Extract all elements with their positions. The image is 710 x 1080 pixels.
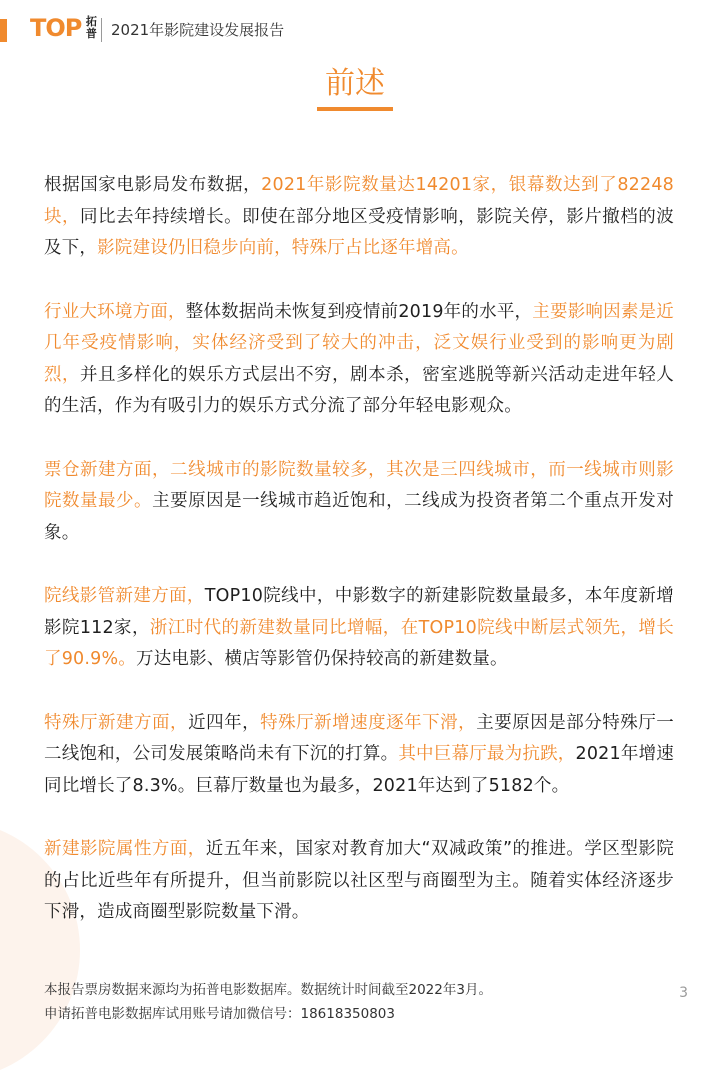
footer-line-contact: 申请拓普电影数据库试用账号请加微信号：18618350803 (44, 1006, 395, 1022)
highlighted-text: 浙江时代的新建数量同比增幅，在TOP10院线中断层式领先，增长了90.9%。 (44, 617, 674, 669)
paragraph-3 (44, 455, 674, 550)
highlighted-text: 特殊厅新建方面， (44, 712, 189, 733)
logo-text: TOP (30, 14, 82, 42)
paragraph-2 (44, 297, 674, 423)
body-text: 主要原因是一线城市趋近饱和，二线成为投资者第二个重点开发对象。 (44, 491, 674, 543)
highlighted-text: 票仓新建方面，二线城市的影院数量较多，其次是三四线城市，而一线城市则影院数量最少。 (44, 459, 674, 511)
title-underline (317, 107, 393, 111)
body-text: 主要原因是部分特殊厅一二线饱和，公司发展策略尚未有下沉的打算。 (44, 712, 674, 764)
report-body (44, 170, 674, 929)
footer-note (44, 978, 684, 1026)
body-text: 万达电影、横店等影管仍保持较高的新建数量。 (136, 649, 508, 669)
paragraph-4 (44, 581, 674, 676)
body-text: 2021年增速同比增长了8.3%。巨幕厅数量也为最多，2021年达到了5182个。 (44, 744, 675, 796)
highlighted-text: 其中巨幕厅最为抗跌， (398, 744, 576, 764)
body-text: 近五年来，国家对教育加大“双减政策”的推进。学区型影院的占比近些年有所提升，但当前影院以社区型与商圈型为主。随着实体经济逐步下滑，造成商圈型影院数量下滑。 (44, 839, 675, 922)
logo-cn-text: 拓普 (85, 15, 97, 40)
highlighted-text: 2021年影院数量达14201家，银幕数达到了82248块， (44, 175, 674, 227)
body-text: 整体数据尚未恢复到疫情前2019年的水平， (185, 301, 533, 322)
paragraph-1 (44, 170, 674, 265)
highlighted-text: 行业大环境方面， (44, 301, 186, 322)
body-text: 并且多样化的娱乐方式层出不穷，剧本杀，密室逃脱等新兴活动走进年轻人的生活，作为有吸引力的娱乐方式分流了部分年轻电影观众。 (44, 364, 674, 416)
paragraph-5 (44, 708, 674, 803)
highlighted-text: 特殊厅新增速度逐年下滑， (260, 712, 477, 733)
page-title: 前述 (325, 66, 385, 101)
header-divider (101, 18, 102, 42)
highlighted-text: 院线影管新建方面， (44, 586, 205, 606)
body-text: TOP10院线中，中影数字的新建影院数量最多，本年度新增影院112家， (44, 586, 674, 638)
paragraph-6 (44, 834, 674, 929)
header-accent-bar (0, 19, 7, 42)
footer-line-source: 本报告票房数据来源均为拓普电影数据库。数据统计时间截至2022年3月。 (44, 982, 492, 998)
body-text: 根据国家电影局发布数据， (44, 175, 262, 195)
report-title: 2021年影院建设发展报告 (111, 21, 285, 39)
page-number: 3 (679, 985, 688, 1001)
topu-logo (30, 16, 97, 40)
highlighted-text: 新建影院属性方面， (44, 839, 206, 859)
body-text: 同比去年持续增长。即使在部分地区受疫情影响，影院关停，影片撤档的波及下， (44, 206, 674, 258)
body-text: 近四年， (188, 712, 261, 733)
highlighted-text: 影院建设仍旧稳步向前，特殊厅占比逐年增高。 (97, 238, 469, 258)
highlighted-text: 主要影响因素是近几年受疫情影响，实体经济受到了较大的冲击，泛文娱行业受到的影响更为剧烈， (44, 301, 674, 385)
